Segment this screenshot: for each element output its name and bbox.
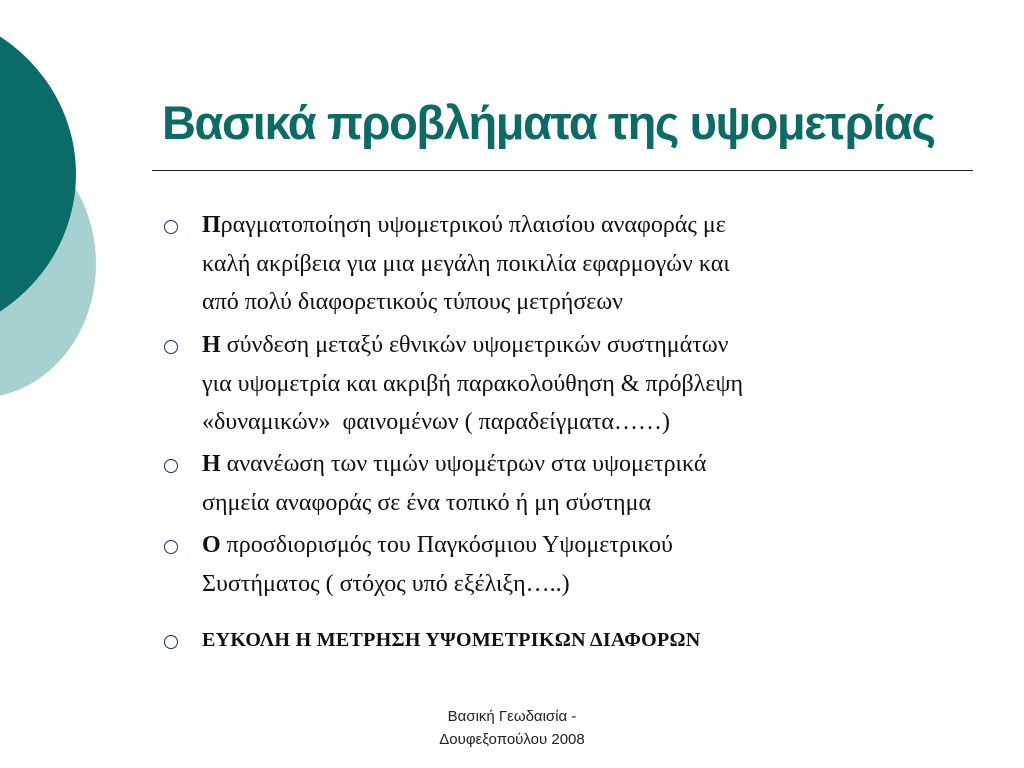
footer-line: Βασική Γεωδαισία - bbox=[447, 708, 577, 725]
bullet-item bbox=[164, 326, 954, 442]
bullet-body: ραγματοποίηση υψομετρικού πλαισίου αναφοράς με καλή ακρίβεια για μια μεγάλη ποικιλία εφαρμογών και από πολύ διαφορετικούς τύπους μετρήσεων bbox=[202, 212, 730, 315]
footer-line: Δουφεξοπούλου 2008 bbox=[439, 731, 585, 748]
hollow-circle-bullet-icon bbox=[164, 635, 178, 649]
bullet-lead-letter: Ο bbox=[202, 532, 221, 558]
bullet-item bbox=[164, 445, 954, 522]
bullet-lead-letter: Η bbox=[202, 332, 221, 358]
bullet-text bbox=[202, 206, 954, 322]
slide-title: Βασικά προβλήματα της υψομετρίας bbox=[162, 96, 935, 149]
bullet-item bbox=[164, 526, 954, 603]
hollow-circle-bullet-icon bbox=[164, 540, 178, 554]
bullet-text bbox=[202, 526, 954, 603]
bullet-body: προσδιορισμός του Παγκόσμιου Υψομετρικού Συστήματος ( στόχος υπό εξέλιξη…..) bbox=[202, 532, 673, 597]
bullet-lead-letter: Η bbox=[202, 451, 221, 477]
bullet-item bbox=[164, 625, 954, 655]
title-divider bbox=[152, 170, 973, 171]
bullet-body: ανανέωση των τιμών υψομέτρων στα υψομετρικά σημεία αναφοράς σε ένα τοπικό ή μη σύστημα bbox=[202, 451, 707, 516]
bullet-body: σύνδεση μεταξύ εθνικών υψομετρικών συστημάτων για υψομετρία και ακριβή παρακολούθηση & πρόβλεψη «δυναμικών» φαινομένων ( παραδείγματα……) bbox=[202, 332, 744, 435]
bullet-text bbox=[202, 445, 954, 522]
bullet-item bbox=[164, 206, 954, 322]
hollow-circle-bullet-icon bbox=[164, 220, 178, 234]
slide-footer bbox=[412, 705, 612, 751]
hollow-circle-bullet-icon bbox=[164, 340, 178, 354]
hollow-circle-bullet-icon bbox=[164, 459, 178, 473]
bullet-text bbox=[202, 326, 954, 442]
bullet-lead-letter: Π bbox=[202, 212, 221, 238]
bullet-text: ΕΥΚΟΛΗ Η ΜΕΤΡΗΣΗ ΥΨΟΜΕΤΡΙΚΩΝ ΔΙΑΦΟΡΩΝ bbox=[202, 629, 701, 651]
